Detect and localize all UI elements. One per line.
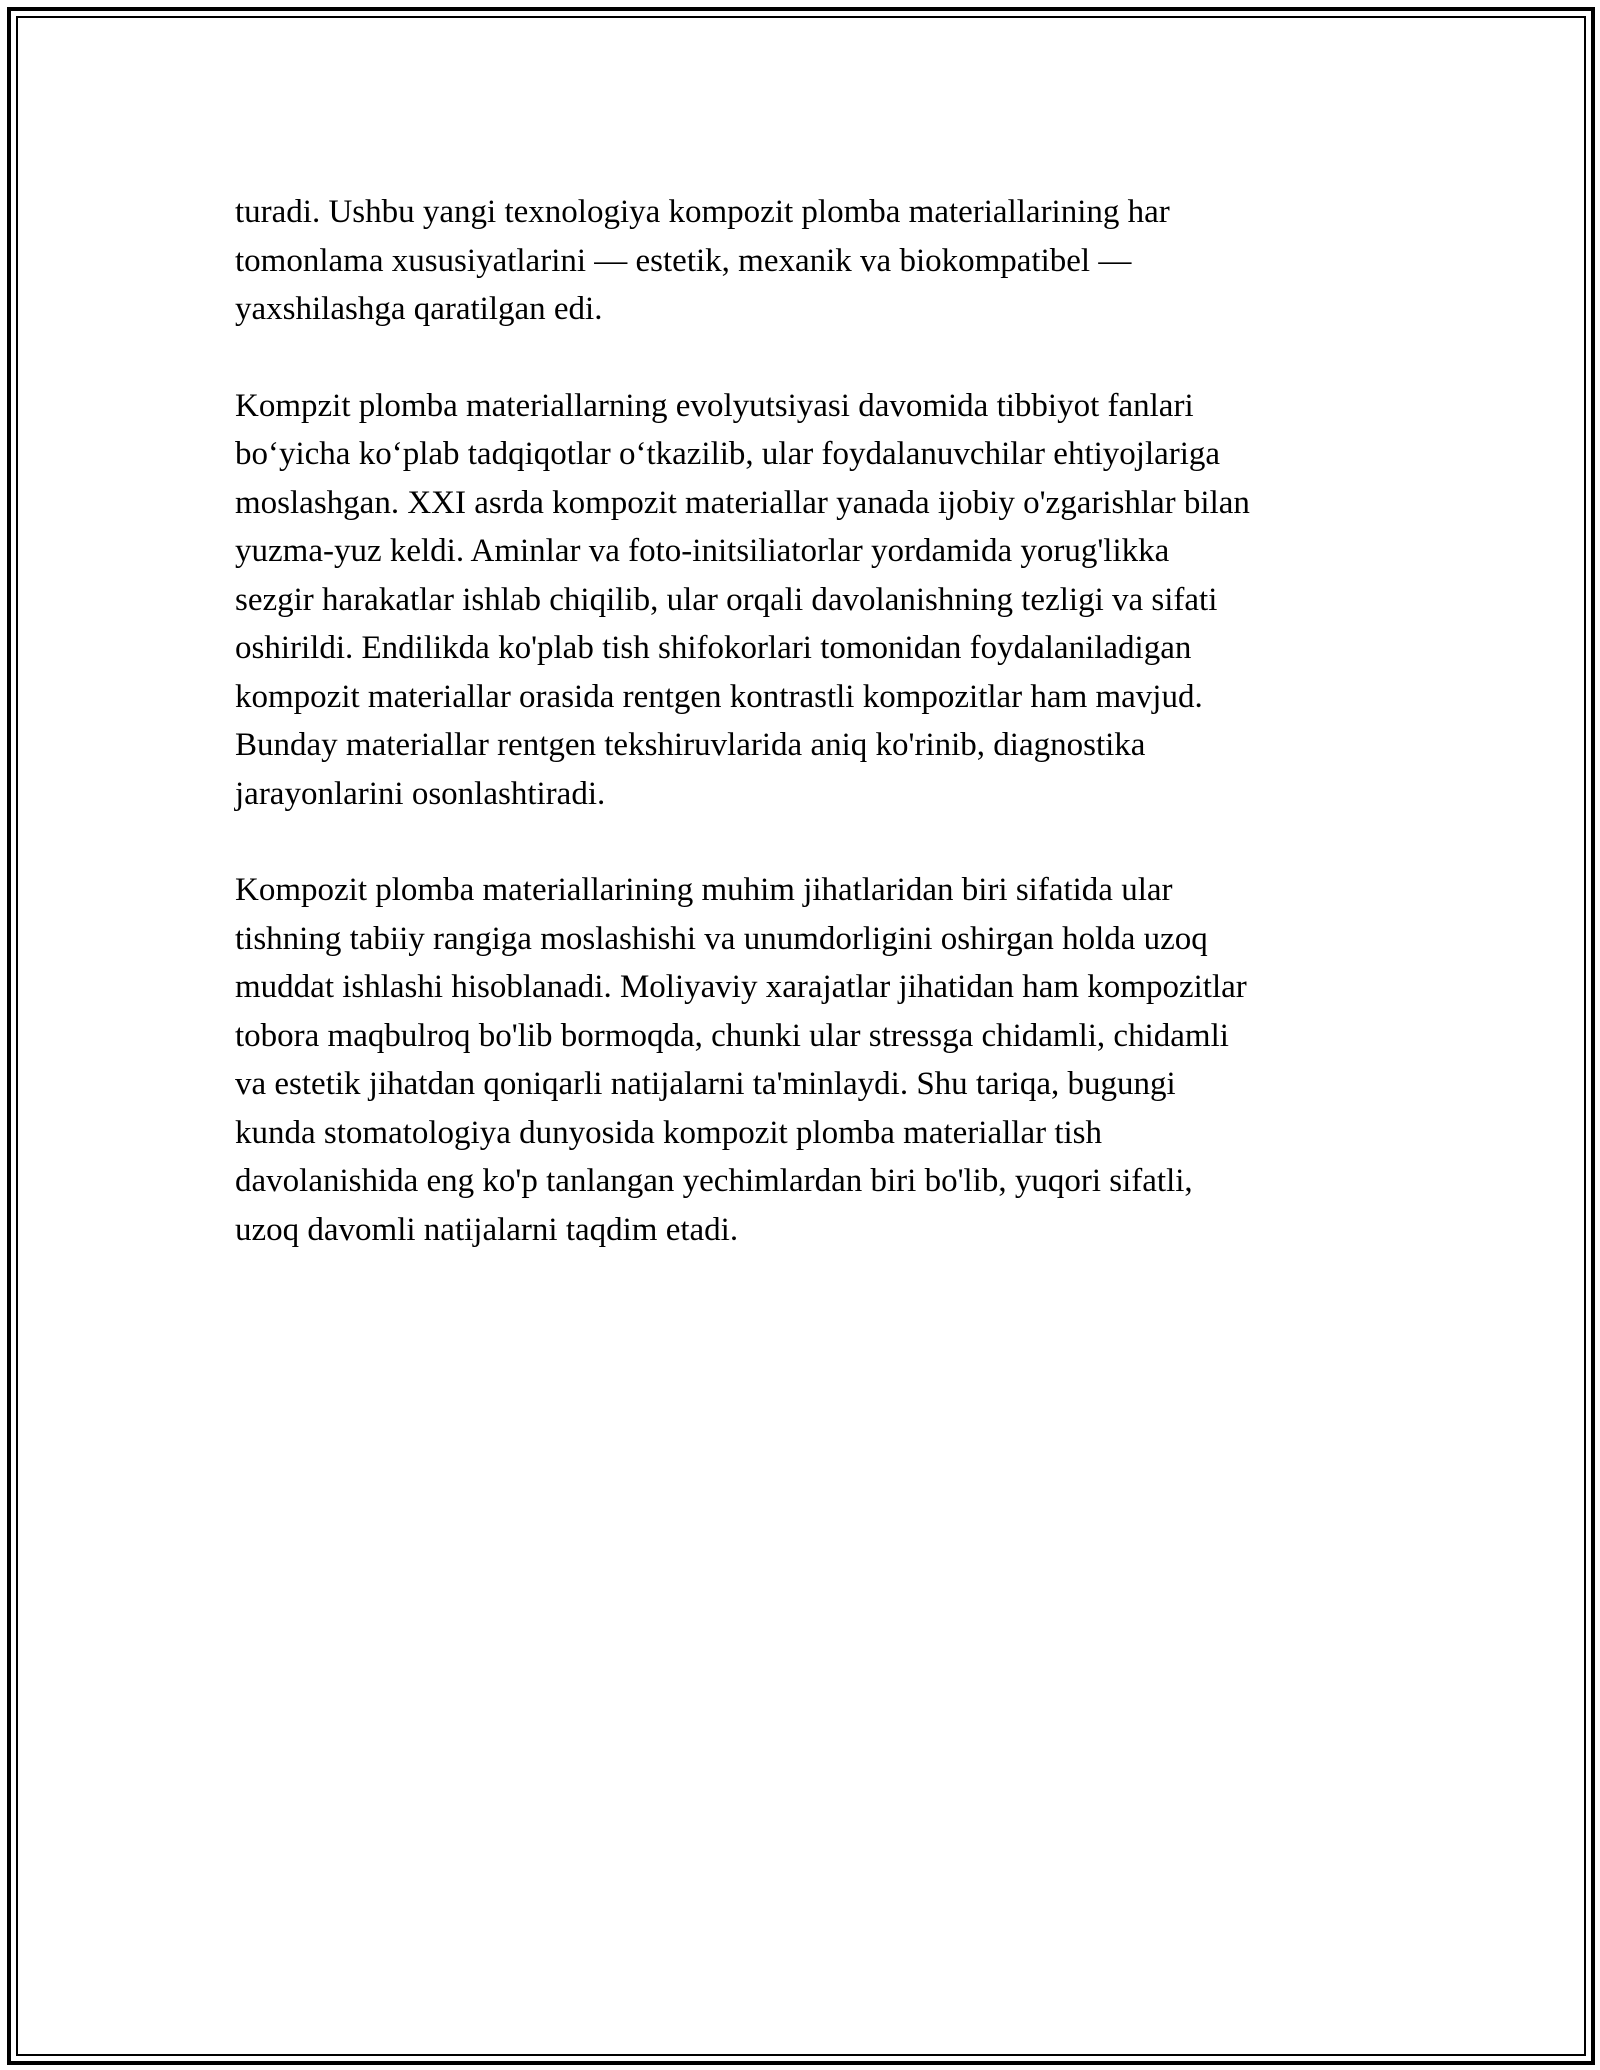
paragraph-1: turadi. Ushbu yangi texnologiya kompozit plomba materiallarining har tomonlama xususiyatlarini — estetik, mexanik va biokompatibel — yaxshilashga qaratilgan edi. bbox=[235, 194, 1170, 327]
paragraph-2: Kompzit plomba materiallarning evolyutsiyasi davomida tibbiyot fanlari boʻyicha koʻplab tadqiqotlar oʻtkazilib, ular foydalanuvchilar ehtiyojlariga moslashgan. XXI asrda kompozit materiallar yanada ijobiy o'zgarishlar bilan yuzma-yuz keldi. Aminlar va foto-initsiliatorlar yordamida yorug'likka sezgir harakatlar ishlab chiqilib, ular orqali davolanishning tezligi va sifati oshirildi. Endilikda ko'plab tish shifokorlari tomonidan foydalaniladigan kompozit materiallar orasida rentgen kontrastli kompozitlar ham mavjud. Bunday materiallar rentgen tekshiruvlarida aniq ko'rinib, diagnostika jarayonlarini osonlashtiradi. bbox=[235, 387, 1250, 812]
paragraph-3: Kompozit plomba materiallarining muhim jihatlaridan biri sifatida ular tishning tabiiy rangiga moslashishi va unumdorligini oshirgan holda uzoq muddat ishlashi hisoblanadi. Moliyaviy xarajatlar jihatidan ham kompozitlar tobora maqbulroq bo'lib bormoqda, chunki ular stressga chidamli, chidamli va estetik jihatdan qoniqarli natijalarni ta'minlaydi. Shu tariqa, bugungi kunda stomatologiya dunyosida kompozit plomba materiallar tish davolanishida eng ko'p tanlangan yechimlardan biri bo'lib, yuqori sifatli, uzoq davomli natijalarni taqdim etadi. bbox=[235, 872, 1247, 1248]
document-body bbox=[235, 188, 1365, 1302]
